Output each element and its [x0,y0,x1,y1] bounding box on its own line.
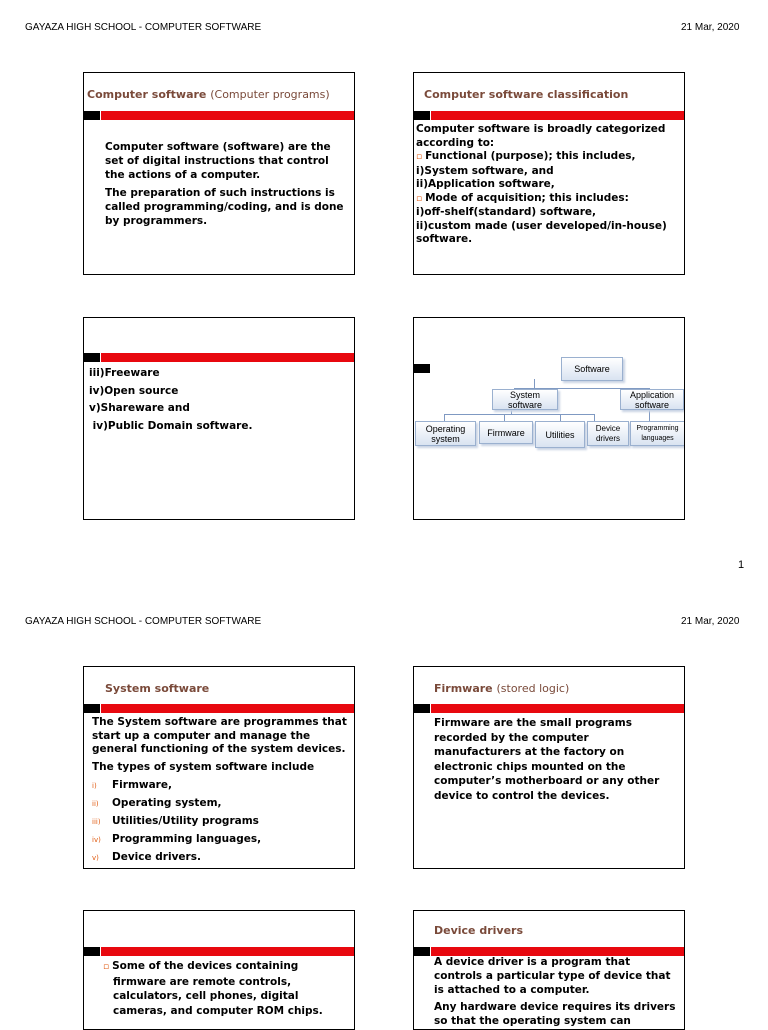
connector-line [560,414,561,421]
list-item: iv) Programming languages, [92,833,262,845]
slide-device-drivers [413,910,685,1030]
slide-firmware-devices [83,910,355,1030]
bullet-line: ▫ Some of the devices containing firmware are remote controls, calculators, cell phones, digital cameras, and computer ROM chips. [103,960,323,1017]
paragraph: Firmware are the small programs recorded by the computer manufacturers at the factory on electronic chips mounted on the computer’s motherboard or any other device to control the devices. [434,717,660,802]
title-accent-bar [84,947,354,956]
slide-software-diagram [413,317,685,520]
slide-body [105,140,347,228]
slide-body [416,123,682,247]
paragraph: The types of system software include [92,760,315,773]
connector-line [534,379,535,388]
operating-system-node: Operating system [415,421,476,446]
slide-acquisition-continued [83,317,355,520]
slide-system-software [83,666,355,869]
paragraph: Any hardware device requires its drivers so that the operating system can [434,1001,676,1027]
page-header-left: GAYAZA HIGH SCHOOL - COMPUTER SOFTWARE [25,616,262,627]
square-bullet-icon: ▫ [416,193,423,204]
page-number: 1 [738,559,745,571]
paragraph: The preparation of such instructions is called programming/coding, and is done by programmers. [105,187,344,227]
line: i)System software, and [416,164,554,177]
slide-computer-software [83,72,355,275]
slide-title: Firmware (stored logic) [434,682,570,695]
paragraph: Computer software (software) are the set of digital instructions that control the actions of a computer. [105,141,331,181]
slide-body [103,959,348,1018]
line: i)off-shelf(standard) software, [416,206,596,218]
line: ii)custom made (user developed/in-house) software. [416,219,667,245]
slide-firmware [413,666,685,869]
line: ii)Application software, [416,178,555,190]
programming-languages-node: Programming languages [630,421,685,446]
software-node: Software [561,357,623,381]
bullet-line: ▫ Functional (purpose); this includes, [416,150,636,162]
title-accent-bar [84,111,354,120]
slide-title: System software [105,682,210,695]
list-item: ii) Operating system, [92,797,222,809]
title-accent-bar [84,704,354,713]
connector-line [594,414,595,421]
application-software-node: Application software [620,389,684,410]
title-accent-bar [84,353,354,362]
device-drivers-node: Device drivers [587,421,629,446]
title-accent-bar [414,364,684,373]
slide-body [92,716,350,867]
square-bullet-icon: ▫ [416,152,423,162]
page-header-date: 21 Mar, 2020 [681,616,740,627]
line: iv)Open source [89,384,179,397]
slide-title: Device drivers [434,924,524,937]
slide-body [89,365,339,435]
connector-line [444,414,594,415]
slide-body [434,716,678,803]
bullet-line: ▫ Mode of acquisition; this includes: [416,191,629,204]
title-accent-bar [414,704,684,713]
slide-software-classification [413,72,685,275]
list-item: i) Firmware, [92,779,172,791]
utilities-node: Utilities [535,421,585,448]
square-bullet-icon: ▫ [103,962,110,972]
list-item: iii) Utilities/Utility programs [92,815,259,827]
slide-title: Computer software (Computer programs) [87,88,330,101]
slide-body [434,955,679,1028]
connector-line [444,414,445,421]
line: iii)Freeware [89,367,160,379]
paragraph: The System software are programmes that start up a computer and manage the general functioning of the system devices. [92,716,347,755]
list-item: v) Device drivers. [92,851,201,863]
title-accent-bar [414,111,684,120]
connector-line [504,414,505,421]
system-software-node: System software [492,389,558,410]
page-header-left: GAYAZA HIGH SCHOOL - COMPUTER SOFTWARE [25,22,262,33]
paragraph: A device driver is a program that controls a particular type of device that is attached to a computer. [434,956,671,996]
line: v)Shareware and [89,402,190,414]
page-header-date: 21 Mar, 2020 [681,22,740,33]
firmware-node: Firmware [479,421,533,444]
slide-title: Computer software classification [424,88,629,101]
line: iv)Public Domain software. [89,419,253,432]
line: Computer software is broadly categorized according to: [416,123,666,149]
